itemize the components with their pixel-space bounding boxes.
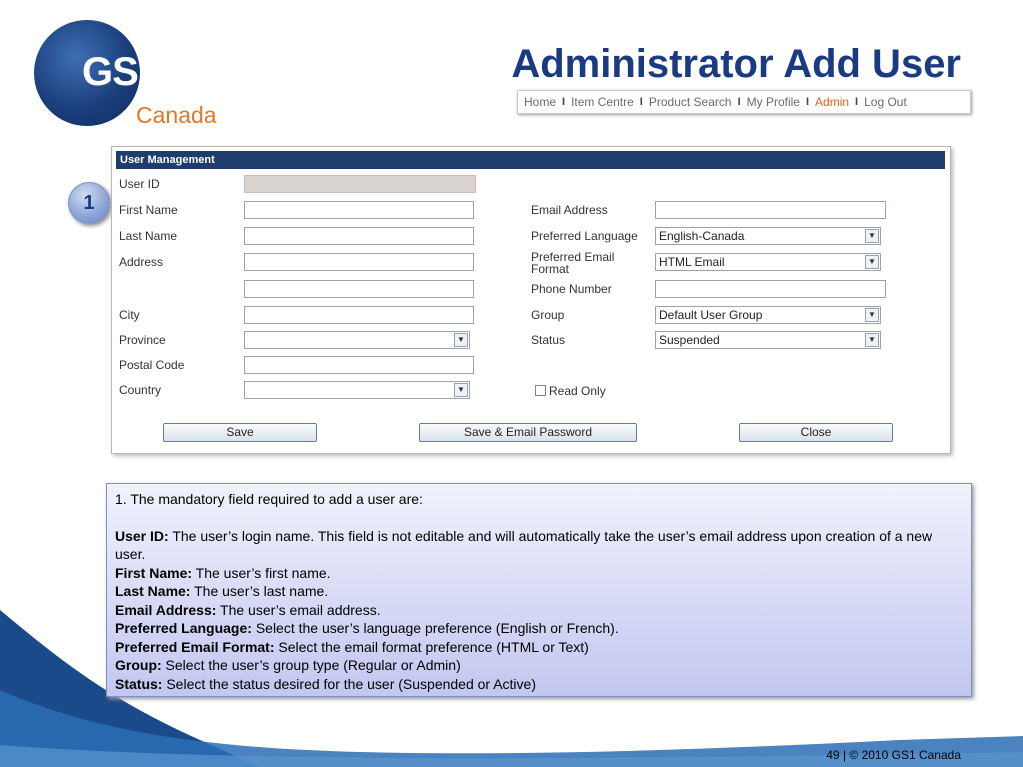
group-label: Group: [531, 308, 565, 322]
note-term: Preferred Email Format:: [115, 638, 275, 655]
note-term: Group:: [115, 657, 162, 673]
note-desc: Select the status desired for the user (Suspended or Active): [162, 675, 536, 692]
logo-country: Canada: [136, 102, 217, 128]
group-value: Default User Group: [659, 308, 763, 322]
note-status: [115, 675, 963, 694]
nav-separator: I: [737, 96, 741, 108]
note-desc: Select the user’s group type (Regular or Admin): [161, 657, 461, 673]
preferred-email-format-label-line2: Format: [531, 262, 570, 276]
notes-box: [106, 483, 972, 697]
nav-item-centre[interactable]: Item Centre: [571, 95, 634, 109]
phone-number-label: Phone Number: [531, 282, 612, 296]
panel-header: User Management: [116, 151, 945, 169]
step-number-badge: 1: [68, 182, 110, 224]
note-desc: Select the user’s language preference (English or French).: [251, 620, 619, 636]
nav-my-profile[interactable]: My Profile: [746, 95, 800, 109]
note-desc: The user’s first name.: [192, 564, 331, 581]
note-preferred-language: [115, 619, 963, 638]
phone-number-input[interactable]: [655, 280, 886, 298]
note-last-name: [115, 582, 963, 601]
preferred-language-label: Preferred Language: [531, 229, 638, 243]
gs1-canada-logo: [30, 20, 220, 130]
nav-separator: I: [562, 96, 566, 108]
user-management-panel: [111, 146, 951, 454]
nav-separator: I: [805, 96, 810, 108]
copyright: | © 2010 GS1 Canada: [842, 748, 961, 762]
note-term: Status:: [115, 675, 163, 692]
last-name-label: Last Name: [119, 229, 178, 243]
first-name-input[interactable]: [244, 201, 474, 219]
preferred-language-select[interactable]: [655, 227, 881, 245]
postal-code-input[interactable]: [244, 356, 474, 374]
user-id-label: User ID: [119, 177, 160, 191]
group-select[interactable]: [655, 306, 881, 324]
first-name-label: First Name: [119, 203, 178, 217]
preferred-email-format-select[interactable]: [655, 253, 881, 271]
note-term: Preferred Language:: [115, 620, 252, 636]
email-address-label: Email Address: [531, 203, 608, 217]
note-preferred-email-format: [115, 638, 963, 657]
country-select[interactable]: [244, 381, 470, 399]
save-button[interactable]: Save: [163, 423, 317, 442]
note-email-address: [115, 601, 963, 620]
preferred-language-value: English-Canada: [659, 229, 745, 243]
read-only-checkbox[interactable]: [535, 385, 546, 396]
nav-separator: I: [855, 96, 859, 108]
note-user-id: [115, 527, 963, 564]
chevron-down-icon: ▼: [454, 333, 468, 347]
chevron-down-icon: ▼: [865, 308, 879, 322]
note-desc: The user’s email address.: [216, 601, 381, 618]
note-desc: The user’s last name.: [190, 583, 329, 599]
city-input[interactable]: [244, 306, 474, 324]
close-button[interactable]: Close: [739, 423, 893, 442]
chevron-down-icon: ▼: [454, 383, 468, 397]
city-label: City: [119, 308, 140, 322]
read-only-label: Read Only: [549, 384, 606, 398]
address-line2-input[interactable]: [244, 280, 474, 298]
nav-log-out[interactable]: Log Out: [864, 95, 907, 109]
note-term: Last Name:: [115, 583, 191, 599]
country-label: Country: [119, 383, 162, 397]
notes-intro: 1. The mandatory field required to add a user are:: [115, 491, 423, 507]
nav-home[interactable]: Home: [524, 95, 557, 109]
province-label: Province: [119, 333, 166, 347]
address-line1-input[interactable]: [244, 253, 474, 271]
email-address-input[interactable]: [655, 201, 886, 219]
logo-brand: GS1: [82, 50, 160, 94]
preferred-email-format-value: HTML Email: [659, 255, 725, 269]
status-label: Status: [531, 333, 566, 347]
note-term: First Name:: [115, 564, 193, 581]
slide-footer: [826, 748, 961, 762]
chevron-down-icon: ▼: [865, 333, 879, 347]
nav-admin[interactable]: Admin: [815, 95, 850, 109]
address-label: Address: [119, 255, 164, 269]
status-value: Suspended: [659, 333, 720, 347]
page-title: Administrator Add User: [511, 42, 961, 86]
note-term: Email Address:: [115, 601, 217, 618]
page-number: 49: [826, 748, 840, 762]
note-first-name: [115, 564, 963, 583]
save-email-password-button[interactable]: Save & Email Password: [419, 423, 637, 442]
last-name-input[interactable]: [244, 227, 474, 245]
note-desc: Select the email format preference (HTML or Text): [274, 638, 589, 655]
top-navigation: [517, 90, 971, 114]
status-select[interactable]: [655, 331, 881, 349]
preferred-email-format-label-line1: Preferred Email: [531, 250, 615, 264]
chevron-down-icon: ▼: [865, 229, 879, 243]
nav-separator: I: [639, 96, 643, 108]
note-group: [115, 656, 963, 675]
note-term: User ID:: [115, 527, 169, 544]
nav-product-search[interactable]: Product Search: [648, 95, 732, 109]
user-id-input: [244, 175, 476, 193]
province-select[interactable]: [244, 331, 470, 349]
note-desc: The user’s login name. This field is not editable and will automatically take the user’s email address upon creation of a new user.: [115, 527, 933, 562]
chevron-down-icon: ▼: [865, 255, 879, 269]
postal-code-label: Postal Code: [119, 358, 185, 372]
